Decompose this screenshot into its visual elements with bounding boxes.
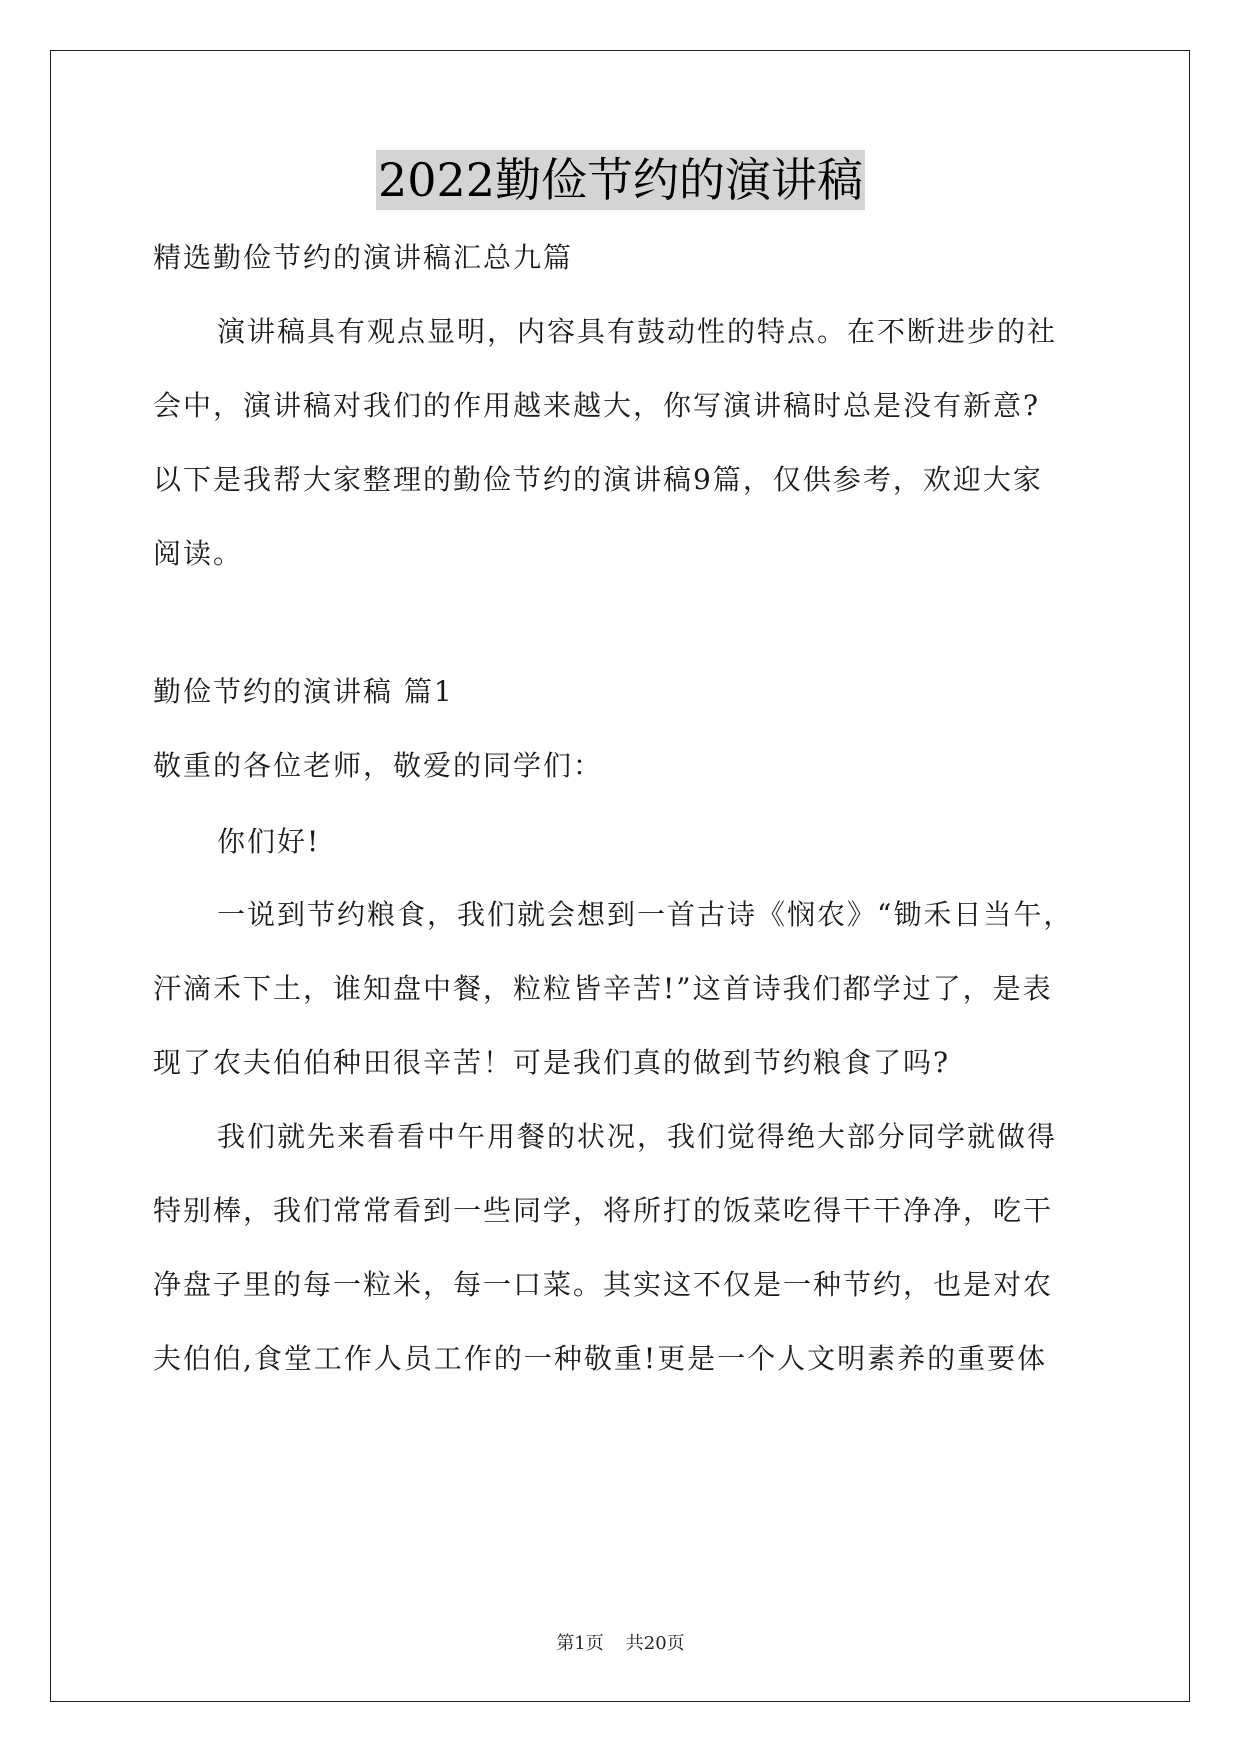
page-footer xyxy=(0,1632,1241,1656)
title-container xyxy=(0,150,1241,210)
page-total: 共20页 xyxy=(625,1633,685,1654)
paragraph-line: 夫伯伯,食堂工作人员工作的一种敬重!更是一个人文明素养的重要体 xyxy=(153,1342,1048,1375)
document-title: 2022勤俭节约的演讲稿 xyxy=(376,150,865,210)
paragraph-line: 阅读。 xyxy=(153,537,244,570)
paragraph-line: 我们就先来看看中午用餐的状况，我们觉得绝大部分同学就做得 xyxy=(217,1120,1058,1153)
paragraph-line: 汗滴禾下土，谁知盘中餐，粒粒皆辛苦!”这首诗我们都学过了，是表 xyxy=(153,972,1053,1005)
section-heading: 勤俭节约的演讲稿 篇1 xyxy=(153,675,454,708)
subtitle-line: 精选勤俭节约的演讲稿汇总九篇 xyxy=(153,241,574,274)
paragraph-line: 一说到节约粮食，我们就会想到一首古诗《悯农》“锄禾日当午， xyxy=(217,898,1074,931)
paragraph-line: 特别棒，我们常常看到一些同学，将所打的饭菜吃得干干净净，吃干 xyxy=(153,1194,1054,1227)
greeting-line: 你们好! xyxy=(217,825,321,858)
paragraph-line: 以下是我帮大家整理的勤俭节约的演讲稿9篇，仅供参考，欢迎大家 xyxy=(153,463,1043,496)
salutation-line: 敬重的各位老师，敬爱的同学们： xyxy=(153,749,604,782)
paragraph-line: 演讲稿具有观点显明，内容具有鼓动性的特点。在不断进步的社 xyxy=(217,315,1058,348)
page-number: 第1页 xyxy=(556,1633,604,1654)
page-border xyxy=(50,50,1190,1702)
paragraph-line: 会中，演讲稿对我们的作用越来越大，你写演讲稿时总是没有新意? xyxy=(153,389,1041,422)
paragraph-line: 现了农夫伯伯种田很辛苦！可是我们真的做到节约粮食了吗? xyxy=(153,1046,951,1079)
paragraph-line: 净盘子里的每一粒米，每一口菜。其实这不仅是一种节约，也是对农 xyxy=(153,1268,1054,1301)
